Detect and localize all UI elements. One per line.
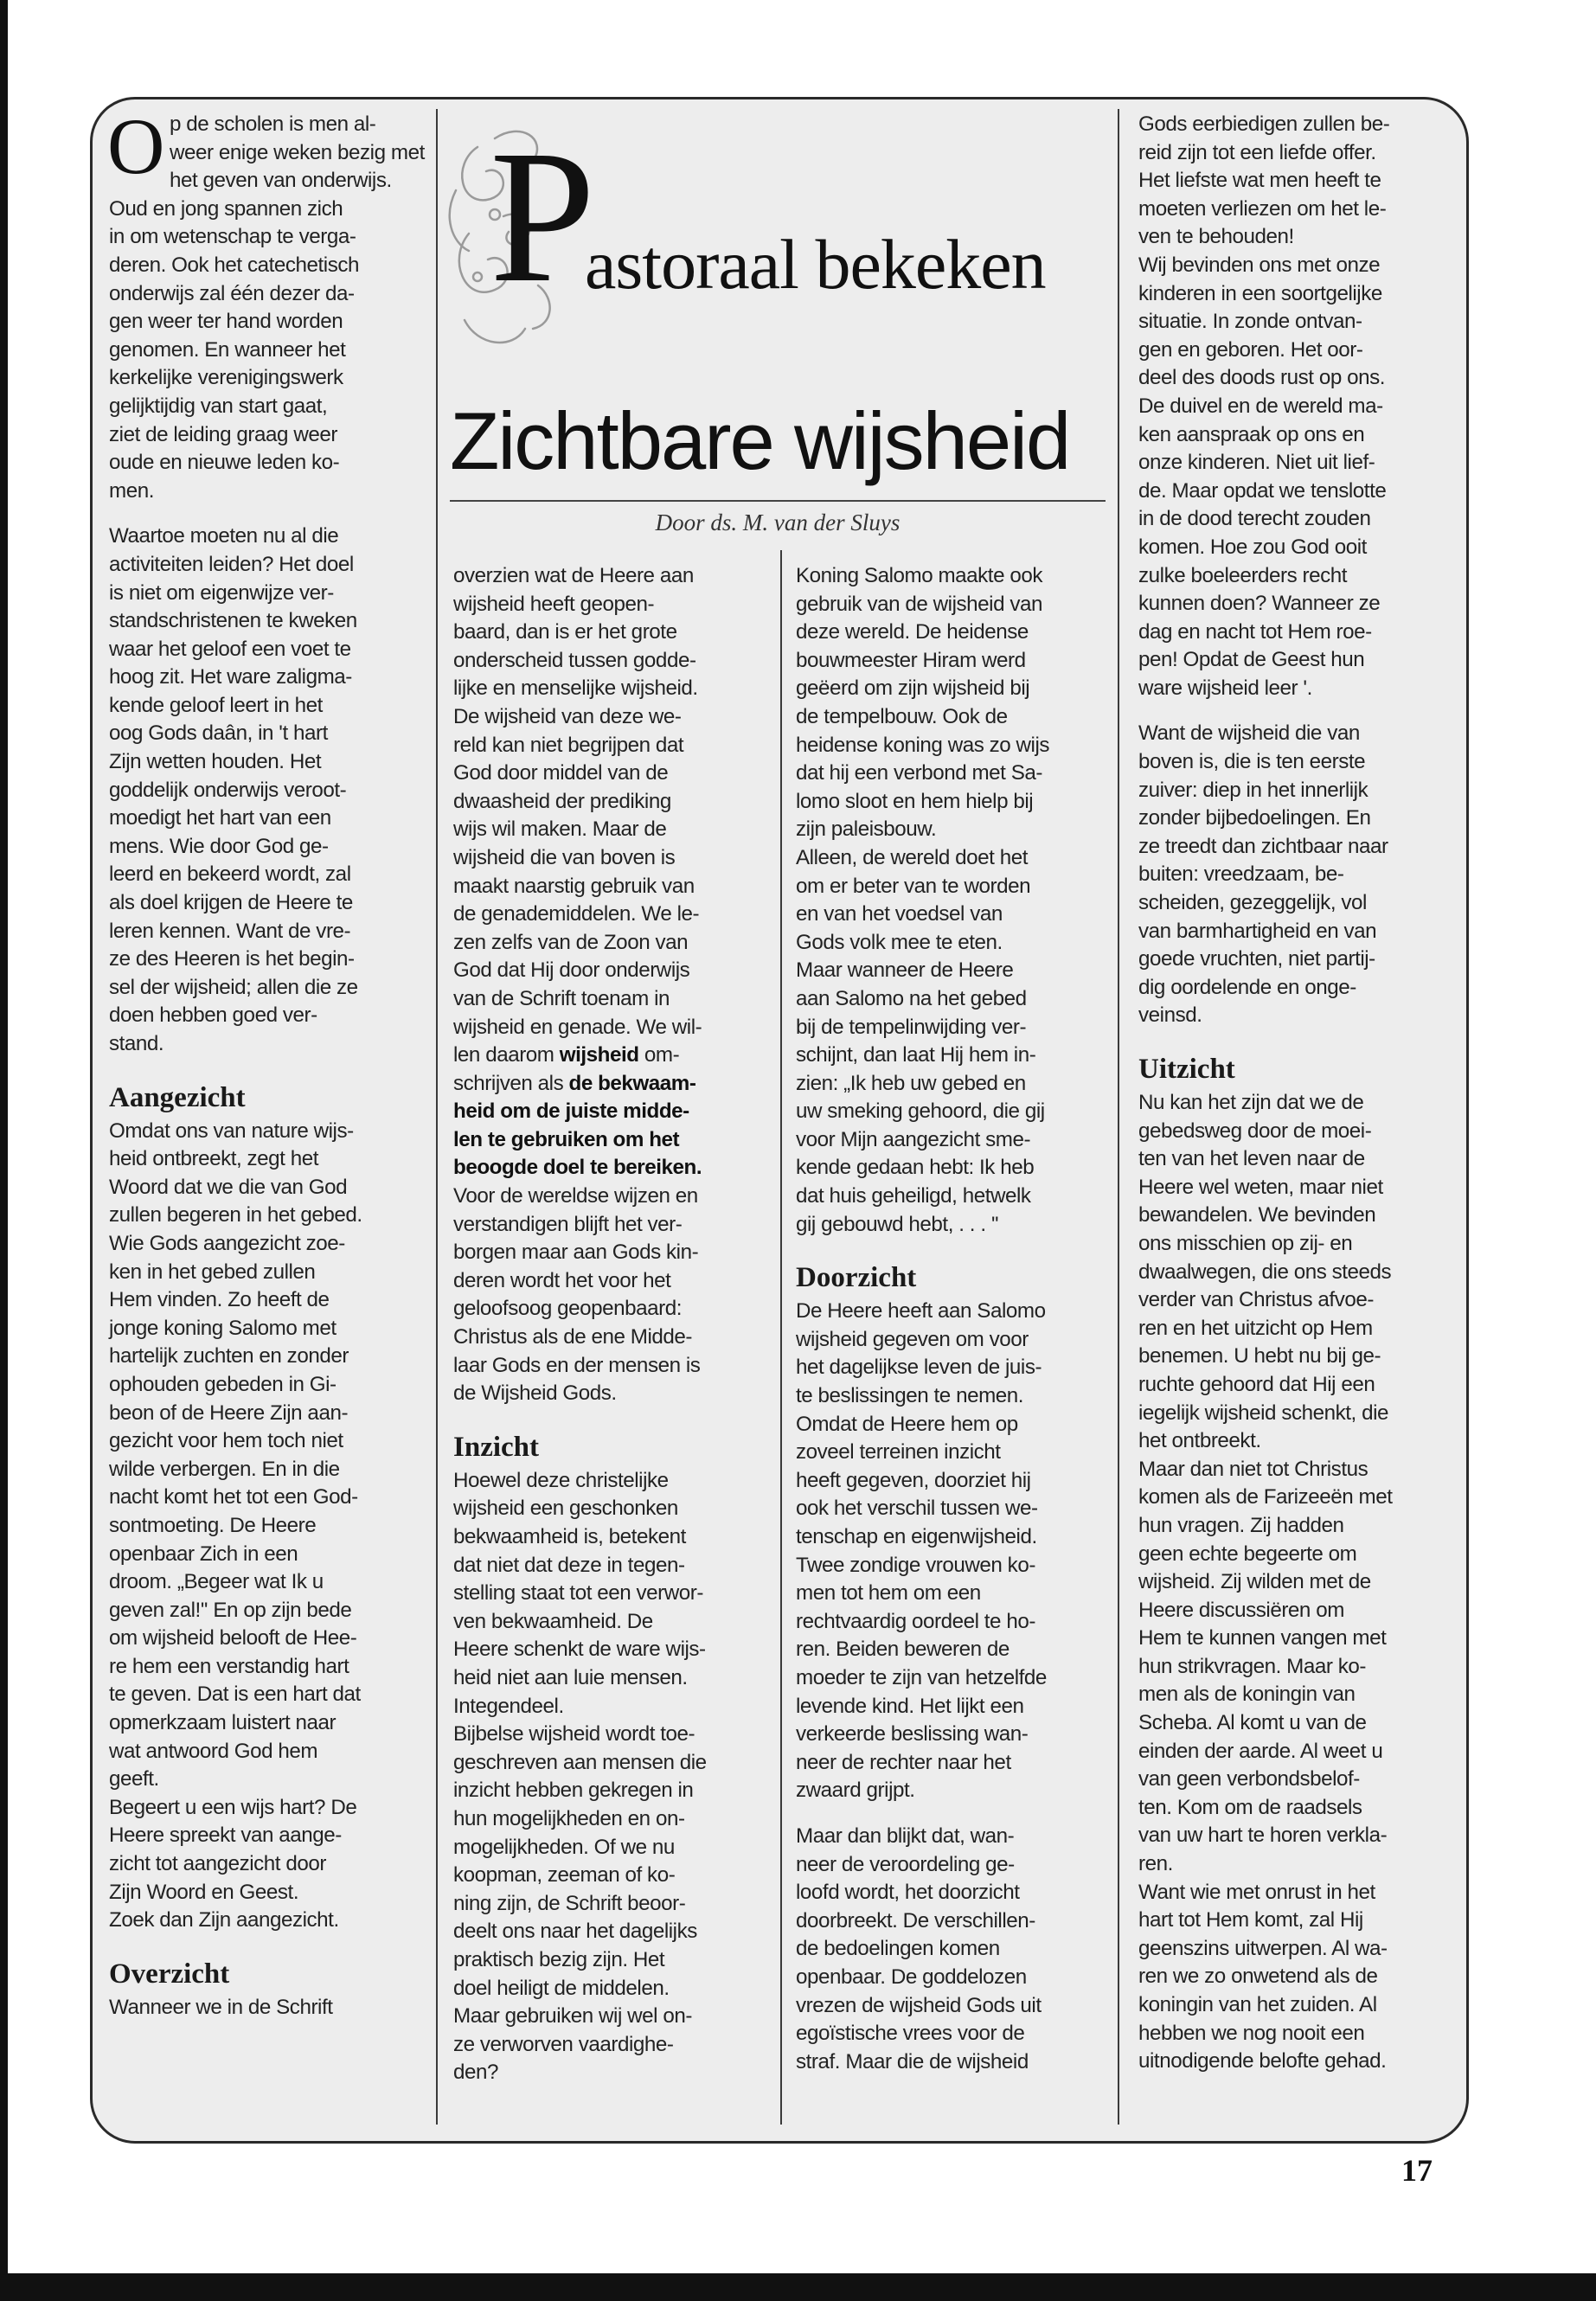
- paragraph: Begeert u een wijs hart? De Heere spreekt van aange- zicht tot aangezicht door Zijn Woord en Geest. Zoek dan Zijn aangezicht.: [109, 1795, 357, 1932]
- paragraph: Wanneer we in de Schrift: [109, 1995, 333, 2019]
- paragraph: Wij bevinden ons met onze kinderen in een soortgelijke situatie. In zonde ontvan- gen en geboren. Het oor- deel des doods rust op ons. De duivel en de wereld ma- ken aanspraak op ons en onze kinderen. Niet uit lief- de. Maar opdat we tenslotte in de dood terecht zouden komen. Hoe zou God ooit zulke boeleerders recht kunnen doen? Wanneer ze dag en nacht tot Hem roe- pen! Opdat de Geest hun ware wijsheid leer '.: [1138, 253, 1387, 700]
- paragraph: Bijbelse wijsheid wordt toe- geschreven aan mensen die inzicht hebben gekregen in hun mogelijkheden en on- mogelijkheden. Of we nu koopman, zeeman of ko- ning zijn, de Schrift beoor- deelt ons naar het dagelijks praktisch bezig zijn. Het doel heiligt de middelen. Maar gebruiken wij wel on- ze verworven vaardighe- den?: [453, 1722, 707, 2085]
- paragraph: Want de wijsheid die van boven is, die is ten eerste zuiver: diep in het innerlijk zonder bijbedoelingen. En ze treedt dan zichtbaar naar buiten: vreedzaam, be- scheiden, gezeggelijk, vol van barmhartigheid en van goede vruchten, niet partij- dig oordelende en onge- veinsd.: [1138, 721, 1388, 1028]
- section-heading-doorzicht: Doorzicht: [796, 1262, 917, 1294]
- column-4: [1138, 111, 1458, 2076]
- section-heading-inzicht: Inzicht: [453, 1431, 539, 1463]
- paragraph: De Heere heeft aan Salomo wijsheid gegeven om voor het dagelijkse leven de juis- te beslissingen te nemen. Omdat de Heere hem op zoveel terreinen inzicht heeft gegeven, doorziet hij ook het verschil tussen we- tenschap en eigenwijsheid. Twee zondige vrouwen ko- men tot hem om een rechtvaardig oordeel te ho- ren. Beiden beweren de moeder te zijn van hetzelfde levende kind. Het lijkt een verkeerde beslissing wan- neer de rechter naar het zwaard grijpt.: [796, 1299, 1047, 1803]
- paragraph: overzien wat de Heere aan wijsheid heeft geopen- baard, dan is er het grote onderscheid tussen godde- lijke en menselijke wijsheid. De wijsheid van deze we- reld kan niet begrijpen dat God door middel van de dwaasheid der prediking wijs wil maken. Maar de wijsheid die van boven is maakt naarstig gebruik van de genademiddelen. We le- zen zelfs van de Zoon van God dat Hij door onderwijs van de Schrift toenam in wijsheid en genade. We wil- len daarom wijsheid om- schrijven als de bekwaam- heid om de juiste midde- len te gebruiken om het beoogde doel te bereiken. Voor de wereldse wijzen en verstandigen blijft het ver- borgen maar aan Gods kin- deren wordt het voor het geloofsoog geopenbaard: Christus als de ene Midde- laar Gods en der mensen is de Wijsheid Gods.: [453, 564, 702, 1406]
- paragraph: Want wie met onrust in het hart tot Hem komt, zal Hij geenszins uitwerpen. Al wa- ren we zo onwetend als de koningin van het zuiden. Al hebben we nog nooit een uitnodigende belofte gehad.: [1138, 1880, 1388, 2073]
- column-3: [796, 562, 1112, 2076]
- paragraph: Gods eerbiedigen zullen be- reid zijn tot een liefde offer. Het liefste wat men heeft te moeten verliezen om het le- ven te behouden!: [1138, 112, 1390, 249]
- paragraph: Waartoe moeten nu al die activiteiten leiden? Het doel is niet om eigenwijze ver- standschristenen te kweken waar het geloof een voet te hoog zit. Het ware zaligma- kende geloof leert in het oog Gods daân, in 't hart Zijn wetten houden. Het goddelijk onderwijs veroot- moedigt het hart van een mens. Wie door God ge- leerd en bekeerd wordt, zal als doel krijgen de Heere te leren kennen. Want de vre- ze des Heeren is het begin- sel der wijsheid; allen die ze doen hebben goed ver- stand.: [109, 524, 358, 1055]
- page-number: 17: [1401, 2153, 1433, 2188]
- column-divider-3: [1118, 109, 1119, 2125]
- section-heading-uitzicht: Uitzicht: [1138, 1054, 1235, 1085]
- masthead-title: astoraal bekeken: [585, 225, 1046, 304]
- paragraph: Hoewel deze christelijke wijsheid een geschonken bekwaamheid is, betekent dat niet dat deze in tegen- stelling staat tot een verwor- ven bekwaamheid. De Heere schenkt de ware wijs- heid niet aan luie mensen. Integendeel.: [453, 1468, 706, 1718]
- masthead-initial: P: [490, 111, 596, 322]
- section-heading-aangezicht: Aangezicht: [109, 1081, 246, 1113]
- paragraph: Maar dan blijkt dat, wan- neer de veroordeling ge- loofd wordt, het doorzicht doorbreekt. De verschillen- de bedoelingen komen openbaar. De goddelozen vrezen de wijsheid Gods uit egoïstische vrees voor de straf. Maar die de wijsheid: [796, 1823, 1042, 2073]
- column-1: [107, 102, 429, 2022]
- paragraph: Maar dan niet tot Christus komen als de Farizeeën met hun vragen. Zij hadden geen echte begeerte om wijsheid. Zij wilden met de Heere discussiëren om Hem te kunnen vangen met hun strikvragen. Maar ko- men als de koningin van Scheba. Al komt u van de einden der aarde. Al weet u van geen verbondsbelof- ten. Kom om de raadsels van uw hart te horen verkla- ren.: [1138, 1457, 1393, 1876]
- column-2: [453, 562, 773, 2087]
- paragraph: Koning Salomo maakte ook gebruik van de wijsheid van deze wereld. De heidense bouwmeester Hiram werd geëerd om zijn wijsheid bij de tempelbouw. Ook de heidense koning was zo wijs dat hij een verbond met Sa- lomo sloot en hem hielp bij zijn paleisbouw.: [796, 564, 1050, 842]
- emphasis: wijsheid: [559, 1043, 639, 1067]
- section-heading-overzicht: Overzicht: [109, 1958, 230, 1990]
- column-divider-2: [780, 550, 782, 2125]
- paragraph: Maar wanneer de Heere aan Salomo na het gebed bij de tempelinwijding ver- schijnt, dan laat Hij hem in- zien: „Ik heb uw gebed en uw smeking gehoord, die gij voor Mijn aangezicht sme- kende gedaan hebt: Ik heb dat huis geheiligd, hetwelk gij gebouwd hebt, . . . '': [796, 958, 1045, 1236]
- title-divider: [450, 500, 1106, 502]
- page-edge-left: [0, 0, 8, 2301]
- drop-cap: O: [107, 102, 164, 190]
- article-title: Zichtbare wijsheid: [450, 395, 1070, 486]
- emphasis: de bekwaam- heid om de juiste midde- len te gebruiken om het beoogde doel te bereiken.: [453, 1071, 702, 1180]
- column-divider-1: [436, 109, 438, 2125]
- paragraph: Nu kan het zijn dat we de gebedsweg door de moei- ten van het leven naar de Heere wel weten, maar niet bewandelen. We bevinden ons misschien op zij- en dwaalwegen, die ons steeds verder van Christus afvoe- ren en het uitzicht op Hem benemen. U hebt nu bij ge- ruchte gehoord dat Hij een iegelijk wijsheid schenkt, die het ontbreekt.: [1138, 1091, 1392, 1453]
- paragraph: Omdat ons van nature wijs- heid ontbreekt, zegt het Woord dat we die van God zullen begeren in het gebed. Wie Gods aangezicht zoe- ken in het gebed zullen Hem vinden. Zo heeft de jonge koning Salomo met hartelijk zuchten en zonder ophouden gebeden in Gi- beon of de Heere Zijn aan- gezicht voor hem toch niet wilde verbergen. En in die nacht komt het tot een God- sontmoeting. De Heere openbaar Zich in een droom. „Begeer wat Ik u geven zal!'' En op zijn bede om wijsheid belooft de Hee- re hem een verstandig hart te geven. Dat is een hart dat opmerkzaam luistert naar wat antwoord God hem geeft.: [109, 1118, 362, 1791]
- page-edge-bottom: [0, 2273, 1596, 2301]
- paragraph: Alleen, de wereld doet het om er beter van te worden en van het voedsel van Gods volk mee te eten.: [796, 845, 1031, 954]
- article-byline: Door ds. M. van der Sluys: [655, 510, 901, 535]
- intro-paragraph: Op de scholen is men al- weer enige weken bezig met het geven van onderwijs. Oud en jong spannen zich in om wetenschap te verga- deren. Ook het catechetisch onderwijs zal één dezer da- gen weer ter hand worden genomen. En wanneer het kerkelijke verenigingswerk gelijktijdig van start gaat, ziet de leiding graag weer oude en nieuwe leden ko- men.: [107, 102, 425, 503]
